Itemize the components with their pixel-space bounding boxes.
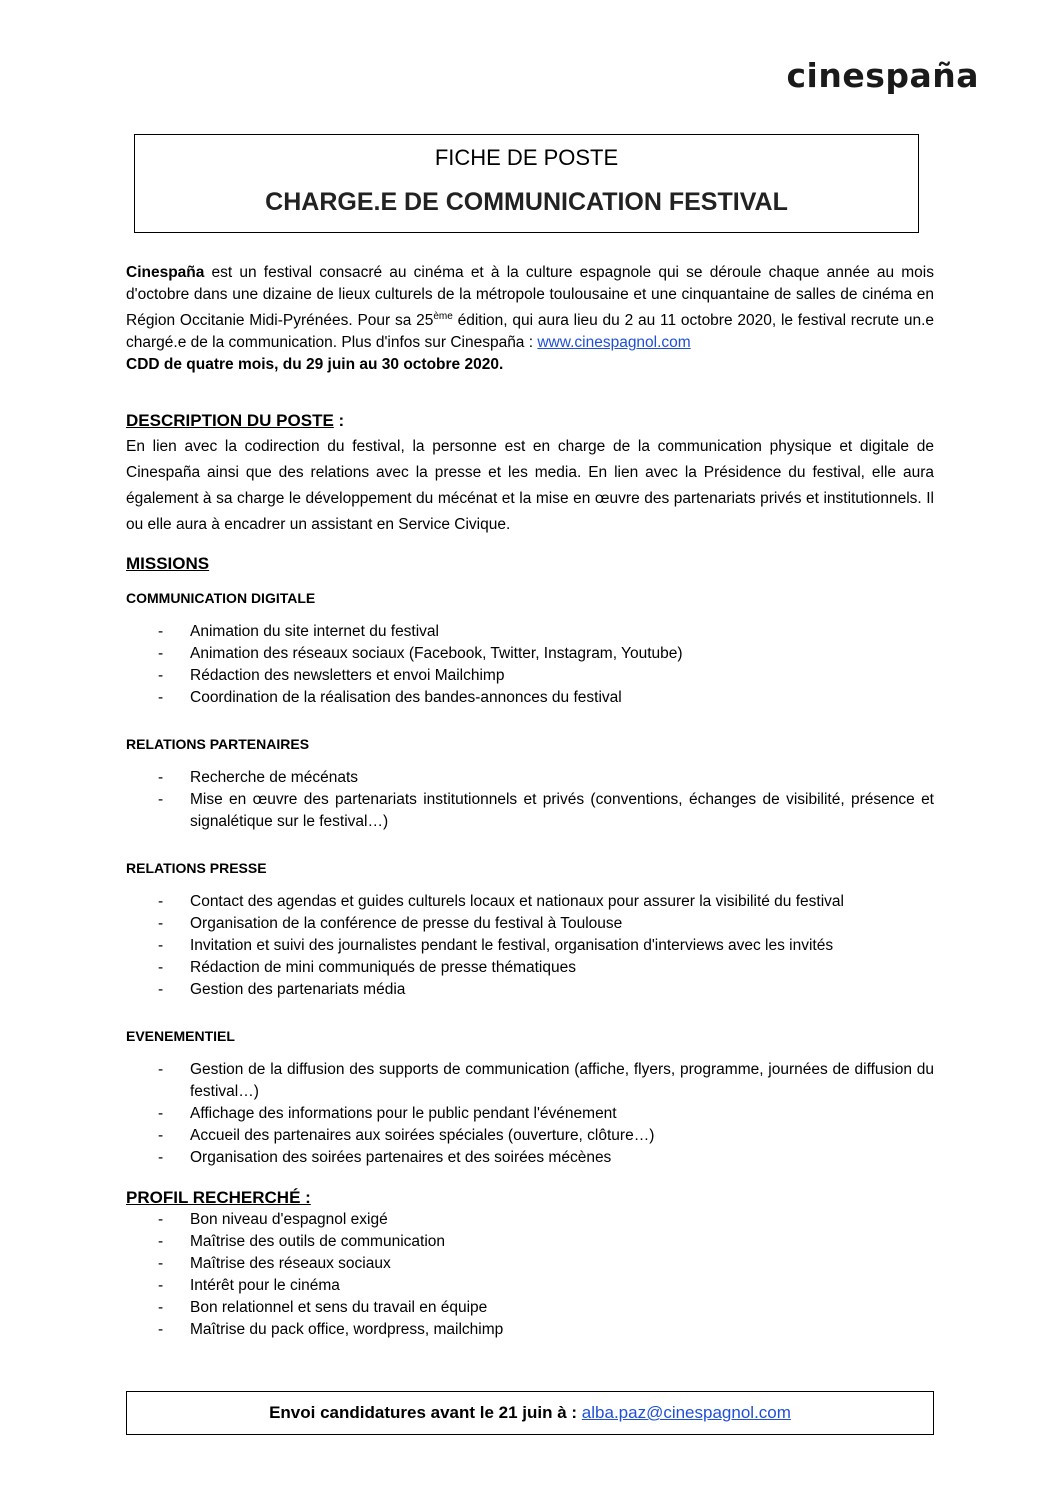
dash-bullet: - [158, 769, 164, 787]
description-heading: DESCRIPTION DU POSTE [126, 411, 334, 431]
dash-bullet: - [158, 1255, 164, 1273]
mission-item-text: Recherche de mécénats [190, 769, 359, 787]
mission-item [126, 643, 934, 665]
dash-bullet: - [158, 1277, 164, 1295]
intro-sup: ème [433, 311, 453, 322]
mission-item-text: Accueil des partenaires aux soirées spéciales (ouverture, clôture…) [190, 1127, 655, 1145]
profile-heading: PROFIL RECHERCHÉ : [126, 1188, 311, 1208]
profile-item [126, 1253, 934, 1275]
mission-item [126, 957, 934, 979]
festival-website-link[interactable]: www.cinespagnol.com [537, 334, 691, 352]
mission-section-title: RELATIONS PRESSE [126, 860, 267, 877]
mission-item [126, 979, 934, 1001]
profile-item-text: Bon relationnel et sens du travail en équipe [190, 1299, 488, 1317]
profile-list [126, 1209, 934, 1341]
profile-item [126, 1319, 934, 1341]
mission-item-text: Rédaction des newsletters et envoi Mailchimp [190, 667, 505, 685]
mission-items [126, 891, 934, 1001]
missions-heading: MISSIONS [126, 554, 210, 574]
mission-item-text: Coordination de la réalisation des bandes-annonces du festival [190, 689, 622, 707]
mission-item [126, 913, 934, 935]
mission-item-text: Invitation et suivi des journalistes pendant le festival, organisation d'interviews avec les invités [190, 937, 834, 955]
description-text: En lien avec la codirection du festival, la personne est en charge de la communication physique et digitale de Cinespaña ainsi que des relations avec la presse et les media. En lien avec la Présidence du festival, elle aura également à sa charge le développement du mécénat et la mise en œuvre des partenariats privés et institutionnels. Il ou elle aura à encadrer un assistant en Service Civique. [126, 438, 934, 534]
dash-bullet: - [158, 1105, 164, 1123]
dash-bullet: - [158, 667, 164, 685]
intro-brand: Cinespaña [126, 264, 205, 281]
dash-bullet: - [158, 689, 164, 707]
dash-bullet: - [158, 623, 164, 641]
mission-item [126, 1125, 934, 1147]
profile-item [126, 1297, 934, 1319]
description-section [126, 410, 934, 538]
mission-item [126, 1103, 934, 1125]
dash-bullet: - [158, 1211, 164, 1229]
missions-list [126, 587, 934, 1169]
mission-item-text: Contact des agendas et guides culturels locaux et nationaux pour assurer la visibilité du festival [190, 893, 844, 911]
dash-bullet: - [158, 1299, 164, 1317]
mission-item-text: Rédaction de mini communiqués de presse thématiques [190, 959, 576, 977]
profile-item-text: Bon niveau d'espagnol exigé [190, 1211, 388, 1229]
mission-item-text: Animation des réseaux sociaux (Facebook, Twitter, Instagram, Youtube) [190, 645, 683, 663]
intro-text-1: est un festival consacré au cinéma et à la culture espagnole qui se déroule chaque année au mois d'octobre dans une dizaine de lieux culturels de la métropole toulousaine et une cinquantaine de salles de cinéma en Région Occitanie Midi-Pyrénées. Pour sa 25 [126, 264, 934, 330]
profile-item-text: Maîtrise des réseaux sociaux [190, 1255, 391, 1273]
mission-item-text: Organisation des soirées partenaires et des soirées mécènes [190, 1149, 612, 1167]
mission-item-text: Gestion de la diffusion des supports de communication (affiche, flyers, programme, journées de diffusion du festival…) [190, 1061, 934, 1101]
mission-item [126, 687, 934, 709]
dash-bullet: - [158, 1127, 164, 1145]
mission-item-text: Animation du site internet du festival [190, 623, 439, 641]
mission-items [126, 767, 934, 833]
dash-bullet: - [158, 645, 164, 663]
profile-item-text: Intérêt pour le cinéma [190, 1277, 340, 1295]
page-title-position: CHARGE.E DE COMMUNICATION FESTIVAL [265, 188, 788, 216]
document-body [126, 262, 934, 1341]
page-title-fiche: FICHE DE POSTE [434, 145, 619, 170]
mission-item [126, 1147, 934, 1169]
profile-item [126, 1275, 934, 1297]
dash-bullet: - [158, 915, 164, 933]
dash-bullet: - [158, 937, 164, 955]
application-footer [126, 1391, 934, 1435]
profile-item [126, 1209, 934, 1231]
dash-bullet: - [158, 959, 164, 977]
mission-item [126, 621, 934, 643]
dash-bullet: - [158, 893, 164, 911]
intro-paragraph [126, 262, 934, 376]
contract-line: CDD de quatre mois, du 29 juin au 30 octobre 2020. [126, 356, 504, 374]
mission-section-title: EVENEMENTIEL [126, 1028, 235, 1045]
dash-bullet: - [158, 1061, 164, 1079]
intro-text-2: édition, qui aura lieu du 2 au 11 octobre 2020, le festival recrute un.e chargé.e de la communication. Plus d'infos sur Cinespaña : [126, 312, 935, 352]
cinespana-logo: cinespaña [786, 56, 979, 95]
mission-item [126, 665, 934, 687]
title-box [134, 134, 919, 233]
dash-bullet: - [158, 1233, 164, 1251]
mission-item [126, 789, 934, 833]
dash-bullet: - [158, 1149, 164, 1167]
dash-bullet: - [158, 1321, 164, 1339]
mission-item [126, 767, 934, 789]
profile-item [126, 1231, 934, 1253]
mission-items [126, 1059, 934, 1169]
mission-item-text: Mise en œuvre des partenariats institutionnels et privés (conventions, échanges de visibilité, présence et signalétique sur le festival…) [190, 791, 934, 831]
mission-item [126, 1059, 934, 1103]
mission-item [126, 891, 934, 913]
mission-item-text: Affichage des informations pour le public pendant l'événement [190, 1105, 617, 1123]
profile-item-text: Maîtrise du pack office, wordpress, mailchimp [190, 1321, 504, 1339]
contact-email-link[interactable]: alba.paz@cinespagnol.com [581, 1403, 791, 1422]
dash-bullet: - [158, 791, 164, 809]
mission-section-title: COMMUNICATION DIGITALE [126, 590, 316, 607]
mission-item [126, 935, 934, 957]
footer-label: Envoi candidatures avant le 21 juin à : [269, 1403, 582, 1422]
mission-item-text: Organisation de la conférence de presse du festival à Toulouse [190, 915, 623, 933]
description-heading-suffix: : [333, 411, 345, 431]
mission-section-title: RELATIONS PARTENAIRES [126, 736, 310, 753]
dash-bullet: - [158, 981, 164, 999]
mission-item-text: Gestion des partenariats média [190, 981, 406, 999]
profile-item-text: Maîtrise des outils de communication [190, 1233, 446, 1251]
mission-items [126, 621, 934, 709]
